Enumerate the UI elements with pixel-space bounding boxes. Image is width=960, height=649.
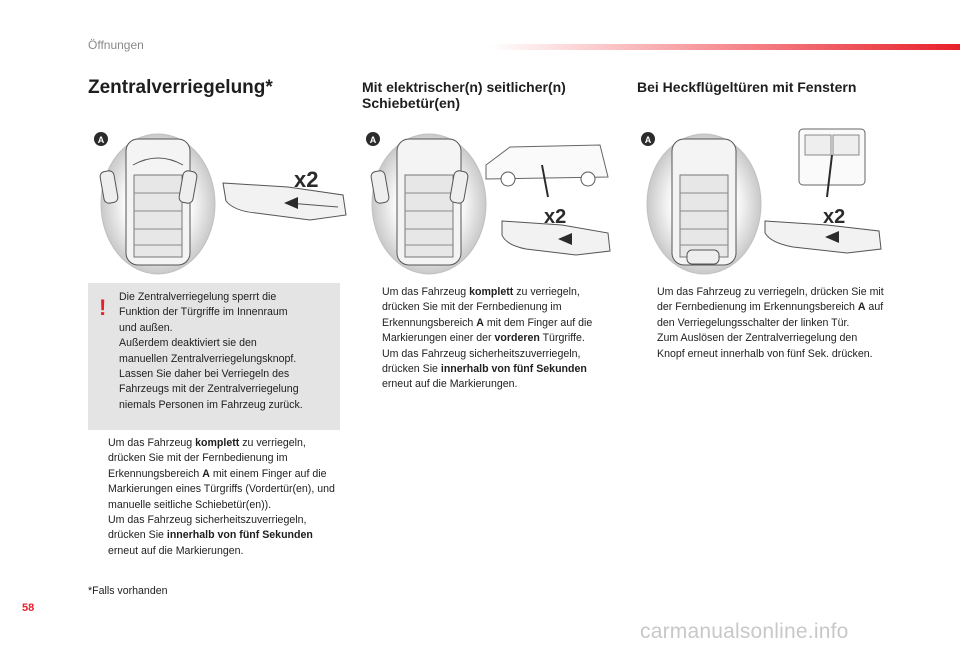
- warning-box: [88, 283, 340, 430]
- warning-line: Die Zentralverriegelung sperrt die: [119, 291, 277, 303]
- warning-line: Außerdem deaktiviert sie den: [119, 337, 257, 350]
- list-item: Um das Fahrzeug komplett zu verriegeln, drücken Sie mit der Fernbedienung im Erkennungsbereich A mit dem Finger auf die Markierungen einer der vorderen Türgriffe.: [382, 286, 593, 345]
- list-item: Um das Fahrzeug zu verriegeln, drücken Sie mit der Fernbedienung im Erkennungsbereich A auf den Verriegelungsschalter der linken Tür.: [657, 286, 884, 329]
- title-central-locking: Zentralverriegelung*: [88, 77, 273, 98]
- warning-line: Funktion der Türgriffe im Innenraum: [119, 306, 288, 319]
- list-item: Um das Fahrzeug sicherheitszuverriegeln, drücken Sie innerhalb von fünf Sekunden erneut auf die Markierungen.: [108, 514, 313, 557]
- watermark: carmanualsonline.info: [640, 620, 849, 643]
- footnote: *Falls vorhanden: [88, 585, 168, 597]
- mid-instructions: [362, 285, 616, 393]
- press-twice-label: x2: [544, 206, 567, 228]
- press-twice-label: x2: [294, 167, 319, 192]
- illustration-sliding-doors: [362, 125, 616, 275]
- title-electric-sliding-doors: Mit elektrischer(n) seitlicher(n) Schiebetür(en): [362, 79, 566, 111]
- warning-line: und außen.: [119, 321, 173, 334]
- exclamation-icon: !: [99, 295, 107, 320]
- warning-line: manuellen Zentralverriegelungsknopf.: [119, 352, 297, 365]
- header-accent-bar: [490, 44, 960, 50]
- title-rear-wing-doors: Bei Heckflügeltüren mit Fenstern: [637, 79, 857, 95]
- list-item: Zum Auslösen der Zentralverriegelung den Knopf erneut innerhalb von fünf Sek. drücken.: [657, 332, 873, 360]
- zone-badge-label: A: [369, 135, 377, 145]
- left-instructions: [88, 436, 340, 559]
- list-item: Um das Fahrzeug sicherheitszuverriegeln, drücken Sie innerhalb von fünf Sekunden erneut auf die Markierungen.: [382, 347, 587, 391]
- illustration-rear-wing-doors: [637, 125, 887, 275]
- right-instructions: [637, 285, 887, 362]
- warning-text: [119, 290, 333, 413]
- zone-badge-label: A: [644, 135, 652, 145]
- press-twice-label: x2: [823, 206, 846, 228]
- page-number: 58: [22, 602, 35, 614]
- list-item: Um das Fahrzeug komplett zu verriegeln, drücken Sie mit der Fernbedienung im Erkennungsbereich A mit einem Finger auf die Markierungen eines Türgriffs (Vordertür(en), und manuelle seitliche Schiebetür(en)).: [108, 437, 335, 511]
- warning-line: Lassen Sie daher bei Verriegeln des: [119, 368, 290, 381]
- zone-badge-label: A: [97, 135, 105, 145]
- section-label: Öffnungen: [88, 38, 144, 52]
- warning-line: niemals Personen im Fahrzeug zurück.: [119, 398, 303, 411]
- warning-line: Fahrzeugs mit der Zentralverriegelung: [119, 383, 299, 396]
- illustration-central-locking: [88, 125, 350, 275]
